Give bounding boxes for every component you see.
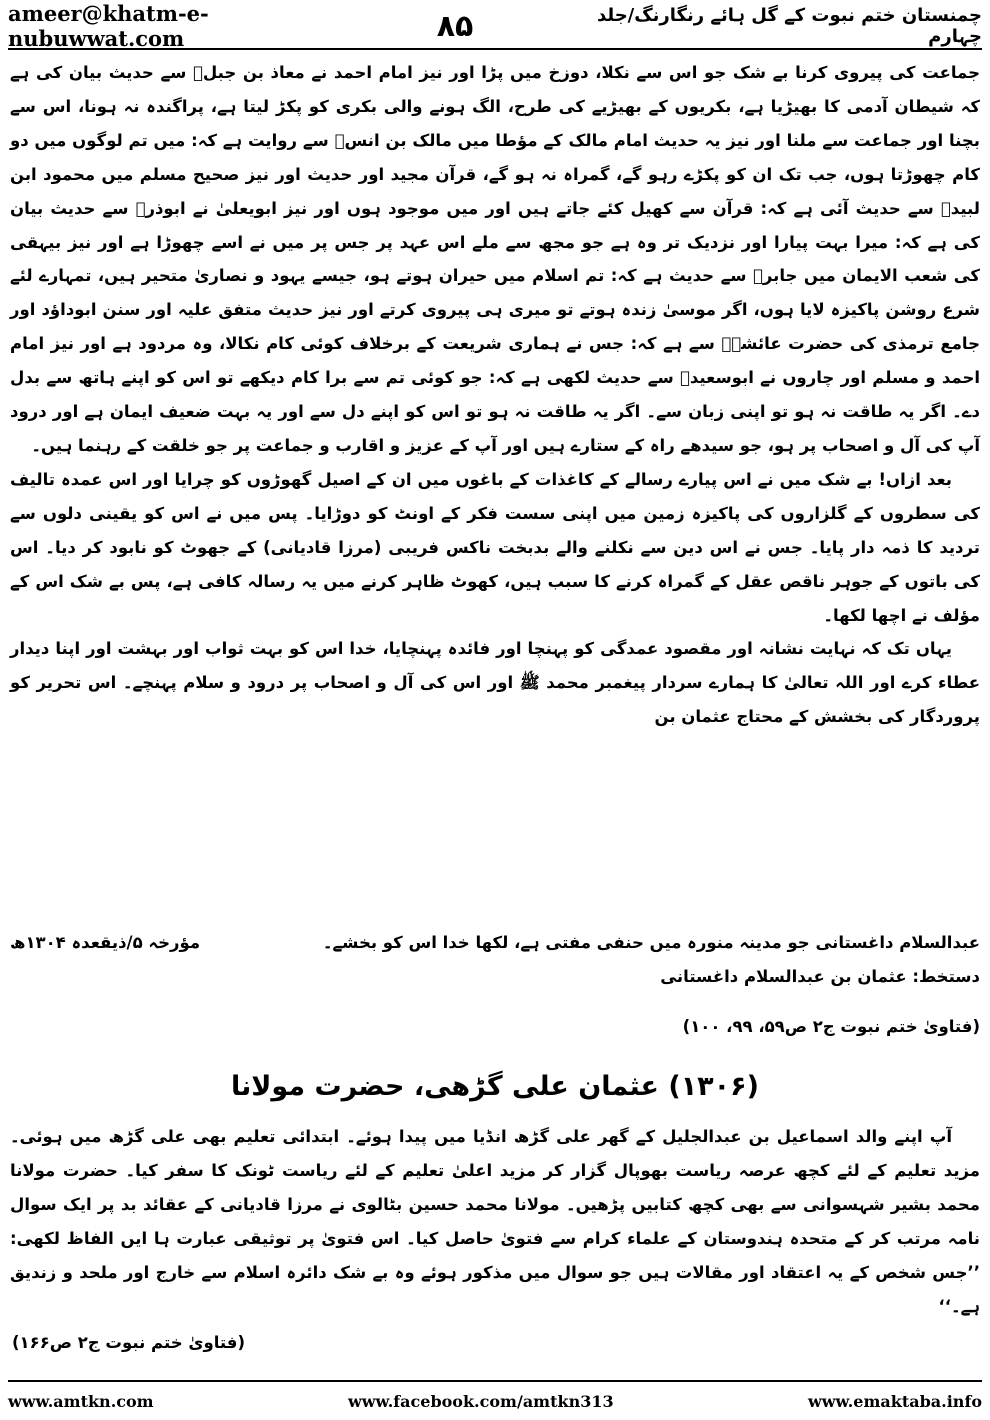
header-email: ameer@khatm-e-nubuwwat.com bbox=[8, 1, 209, 51]
paragraph-biography: آپ اپنے والد اسماعیل بن عبدالجلیل کے گھر علی گڑھ انڈیا میں پیدا ہوئے۔ ابتدائی تعلیم بھی علی گڑھ میں ہوئی۔ مزید تعلیم کے لئے کچھ عرصہ ریاست بھوپال گزار کر مزید اعلیٰ تعلیم کے لئے ریاست ٹونک کا سفر کیا۔ حضرت مولانا محمد بشیر شہسوانی سے بھی کچھ کتابیں پڑھیں۔ مولانا محمد حسین بٹالوی نے مرزا قادیانی کے عقائد بد پر ایک سوال نامہ مرتب کر کے متحدہ ہندوستان کے علماء کرام سے فتویٰ حاصل کیا۔ اس فتویٰ پر توثیقی عبارت ہا ایں الفاظ لکھی: ’’جس شخص کے یہ اعتقاد اور مقالات ہیں جو سوال میں مذکور ہوئے وہ بے شک دائرہ اسلام سے خارج اور ملحد و زندیق ہے۔‘‘ bbox=[10, 1127, 980, 1316]
footer-link-facebook[interactable]: www.facebook.com/amtkn313 bbox=[347, 1391, 614, 1411]
reference-1: (فتاویٰ ختم نبوت ج۲ ص۵۹، ۹۹، ۱۰۰) bbox=[682, 1017, 980, 1036]
date-line: مؤرخہ ۵/ذیقعدہ ۱۳۰۴ھ bbox=[10, 933, 201, 952]
closing-line: عبدالسلام داغستانی جو مدینہ منورہ میں حنفی مفتی ہے، لکھا خدا اس کو بخشے۔ bbox=[322, 933, 980, 952]
footer-link-website[interactable]: www.amtkn.com bbox=[8, 1391, 154, 1411]
paragraph-1: جماعت کی پیروی کرنا بے شک جو اس سے نکلا، دوزخ میں پڑا اور نیز امام احمد نے معاذ بن جبلؓ سے حدیث بیان کی ہے کہ شیطان آدمی کا بھیڑیا ہے، بکریوں کے بھیڑیے کی طرح، الگ ہونے والی بکری کو پکڑ لیتا ہے، پراگندہ نہ ہونا، اس سے بچنا اور جماعت سے ملنا اور نیز یہ حدیث امام مالک کے مؤطا میں مالک بن انسؓ سے روایت ہے کہ: میں تم لوگوں میں دو کام چھوڑتا ہوں، جب تک ان کو پکڑے رہو گے، گمراہ نہ ہو گے، قرآن مجید اور حدیث اور نیز صحیح مسلم میں محمود ابن لبیدؓ سے حدیث آئی ہے کہ: قرآن سے کھیل کئے جاتے ہیں اور میں موجود ہوں اور نیز ابویعلیٰ نے ابوذرؓ سے حدیث بیان کی ہے کہ: میرا بہت پیارا اور نزدیک تر وہ ہے جو مجھ سے ملے اس عہد پر جس پر میں نے اسے چھوڑا ہے اور نیز بیہقی کی شعب الایمان میں جابرؓ سے حدیث ہے کہ: تم اسلام میں حیران ہوتے ہو، جیسے یہود و نصاریٰ متحیر ہیں، تمہارے لئے شرع روشن پاکیزہ لایا ہوں، اگر موسیٰ زندہ ہوتے تو میری ہی پیروی کرتے اور نیز حدیث متفق علیہ اور سنن ابوداؤد اور جامع ترمذی کی حضرت عائشہؓ سے ہے کہ: جس نے ہماری شریعت کے برخلاف کوئی کام نکالا، وہ مردود ہے اور نیز امام احمد و مسلم اور چاروں نے ابوسعیدؓ سے حدیث لکھی ہے کہ: جو کوئی تم سے برا کام دیکھے تو اس کو اپنے ہاتھ سے بدل دے۔ اگر یہ طاقت نہ ہو تو اپنی زبان سے۔ اگر یہ طاقت نہ ہو تو اس کو اپنے دل سے اور یہ بہت ضعیف ایمان ہے اور درود آپ کی آل و اصحاب پر ہو، جو سیدھے راہ کے ستارے ہیں اور آپ کے عزیز و اقارب و جماعت پر جو خلقت کے رہنما ہیں۔ bbox=[10, 63, 980, 455]
page-footer bbox=[8, 1386, 982, 1416]
page-number: ۸۵ bbox=[436, 8, 474, 44]
header-divider bbox=[8, 48, 982, 50]
book-title: چمنستان ختم نبوت کے گل ہائے رنگارنگ/جلد چہارم bbox=[596, 5, 982, 47]
reference-2: (فتاویٰ ختم نبوت ج۲ ص۱۶۶) bbox=[12, 1333, 245, 1352]
page-header bbox=[8, 1, 982, 51]
paragraph-2: بعد ازاں! بے شک میں نے اس پیارے رسالے کے کاغذات کے باغوں میں ان کے اصیل گھوڑوں کو چرایا اور اس عمدہ تالیف کی سطروں کے گلزاروں کی پاکیزہ زمین میں اپنی سست فکر کے اونٹ کو دوڑایا۔ پس میں نے اس کو یقینی دلوں سے تردید کا ذمہ دار پایا۔ جس نے اس دین سے نکلنے والے بدبخت ناکس فریبی (مرزا قادیانی) کے جھوٹ کو نابود کر دیا۔ اس کی باتوں کے جوہر ناقص عقل کے گمراہ کرنے کا سبب ہیں، کھوٹ ظاہر کرنے میں یہ رسالہ کافی ہے، پس بے شک اس کے مؤلف نے اچھا لکھا۔ bbox=[10, 469, 980, 625]
section-title: (۱۳۰۶) عثمان علی گڑھی، حضرت مولانا bbox=[231, 1071, 759, 1102]
footer-link-emaktaba[interactable]: www.emaktaba.info bbox=[808, 1391, 982, 1411]
section-2-body bbox=[10, 1120, 980, 1323]
section-1-body bbox=[10, 56, 980, 734]
footer-divider bbox=[8, 1380, 982, 1382]
signature-line: دستخط: عثمان بن عبدالسلام داغستانی bbox=[660, 967, 980, 986]
paragraph-3: یہاں تک کہ نہایت نشانہ اور مقصود عمدگی کو پہنچا اور فائدہ پہنچایا، خدا اس کو بہت ثواب اور بہشت اور اپنا دیدار عطاء کرے اور اللہ تعالیٰ کا ہمارے سردار پیغمبر محمد ﷺ اور اس کی آل و اصحاب پر درود و سلام پہنچے۔ اس تحریر کو پروردگار کی بخشش کے محتاج عثمان بن bbox=[10, 639, 980, 727]
closing-row bbox=[10, 926, 980, 960]
